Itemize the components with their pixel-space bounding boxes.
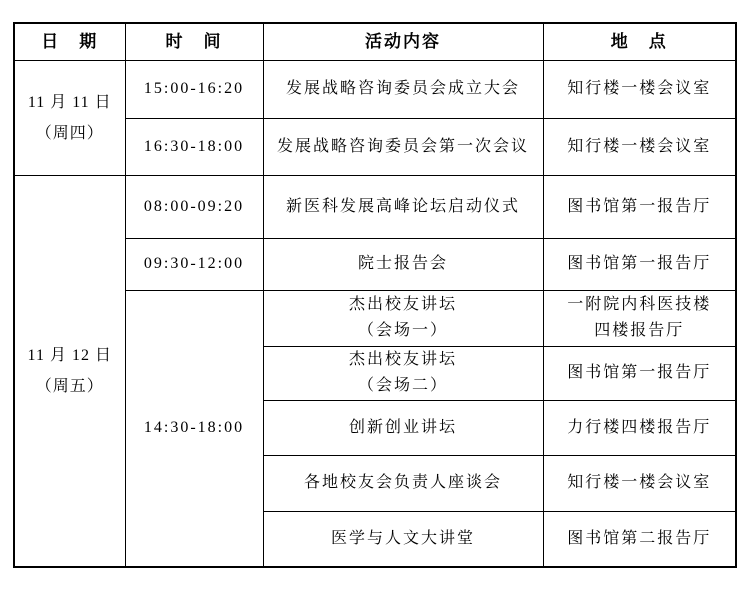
date-text: 11 月 11 日 (27, 93, 112, 111)
location-cell: 图书馆第二报告厅 (543, 511, 736, 567)
location-cell: 知行楼一楼会议室 (543, 455, 736, 511)
time-cell: 15:00-16:20 (125, 60, 263, 118)
header-time: 时 间 (125, 23, 263, 60)
location-cell (543, 290, 736, 346)
location-cell: 图书馆第一报告厅 (543, 175, 736, 238)
activity-cell: 新医科发展高峰论坛启动仪式 (263, 175, 543, 238)
schedule-table (13, 22, 737, 568)
time-cell: 08:00-09:20 (125, 175, 263, 238)
location-line2: 四楼报告厅 (594, 322, 685, 339)
header-row (14, 23, 736, 60)
location-cell: 知行楼一楼会议室 (543, 60, 736, 118)
activity-cell: 院士报告会 (263, 238, 543, 290)
location-line1: 一附院内科医技楼 (567, 296, 712, 313)
activity-cell: 发展战略咨询委员会成立大会 (263, 60, 543, 118)
date-text: 11 月 12 日 (27, 346, 112, 364)
activity-cell (263, 346, 543, 400)
weekday-text: （周五） (35, 377, 104, 395)
activity-line2: （会场一） (357, 322, 448, 339)
activity-cell: 医学与人文大讲堂 (263, 511, 543, 567)
schedule-table-container (13, 22, 737, 568)
date-cell-nov12 (14, 175, 125, 567)
location-cell: 图书馆第一报告厅 (543, 238, 736, 290)
table-row (14, 175, 736, 238)
location-cell: 知行楼一楼会议室 (543, 118, 736, 175)
location-cell: 力行楼四楼报告厅 (543, 400, 736, 455)
location-cell: 图书馆第一报告厅 (543, 346, 736, 400)
weekday-text: （周四） (35, 124, 104, 142)
activity-cell: 创新创业讲坛 (263, 400, 543, 455)
activity-cell: 发展战略咨询委员会第一次会议 (263, 118, 543, 175)
activity-cell: 各地校友会负责人座谈会 (263, 455, 543, 511)
activity-line1: 杰出校友讲坛 (348, 351, 457, 368)
activity-cell (263, 290, 543, 346)
time-cell-afternoon: 14:30-18:00 (125, 290, 263, 567)
header-location: 地 点 (543, 23, 736, 60)
time-cell: 09:30-12:00 (125, 238, 263, 290)
activity-line2: （会场二） (357, 377, 448, 394)
header-activity: 活动内容 (263, 23, 543, 60)
date-cell-nov11 (14, 60, 125, 175)
activity-line1: 杰出校友讲坛 (348, 296, 457, 313)
table-row (14, 60, 736, 118)
header-date: 日 期 (14, 23, 125, 60)
time-cell: 16:30-18:00 (125, 118, 263, 175)
